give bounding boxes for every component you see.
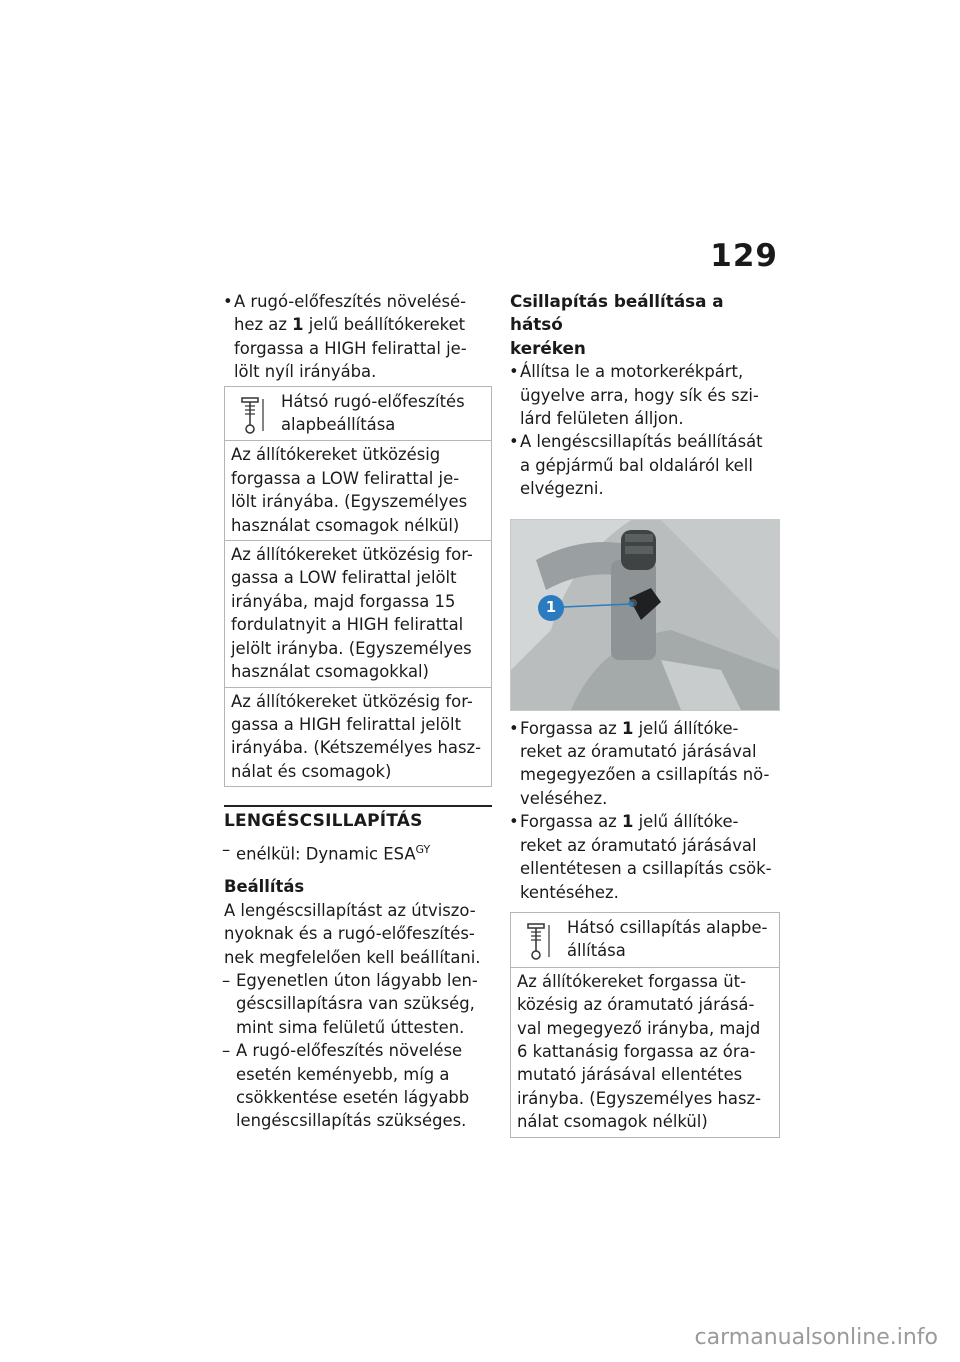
suspension-adjust-icon [525, 921, 555, 961]
damping-table [510, 912, 780, 1138]
list-item: • A rugó-előfeszítés növelésé- hez az 1 jelű beállítókereket forgassa a HIGH felirattal je- lölt nyíl irányába. [223, 292, 467, 382]
list-item: – A rugó-előfeszítés növelése esetén keményebb, míg a csökkentése esetén lágyabb lengéscsillapítás szükséges. [222, 1041, 470, 1131]
list-item: • A lengéscsillapítás beállítását a gépjármű bal oldaláról kell elvégezni. [509, 432, 763, 499]
page-number: 129 [710, 238, 778, 274]
list-item: • Forgassa az 1 jelű állítóke- reket az óramutató járásával megegyezően a csillapítás nö- veléséhez. [509, 718, 770, 808]
left-column [224, 290, 492, 1133]
paragraph: A lengéscsillapítást az útviszo- nyoknak és a rugó-előfeszítés- nek megfelelően kell beállítani. [224, 900, 481, 967]
damper-adjuster-photo [510, 519, 780, 711]
table-row: Az állítókereket ütközésig forgassa a LOW felirattal je- lölt irányába. (Egyszemélyes használat csomagok nélkül) [225, 441, 491, 541]
watermark: carmanualsonline.info [694, 1325, 938, 1350]
table-header: Hátsó rugó-előfeszítés alapbeállítása [225, 387, 491, 442]
subheading: Beállítás [224, 877, 305, 897]
section-divider [224, 805, 492, 807]
callout-label: 1 [545, 597, 557, 616]
table-row: Az állítókereket ütközésig for- gassa a HIGH felirattal jelölt irányába. (Kétszemélyes hasz- nálat és csomagok) [231, 691, 482, 781]
suspension-adjust-icon [239, 395, 269, 435]
right-column [510, 290, 780, 1138]
section-title: LENGÉSCSILLAPÍTÁS [224, 811, 423, 832]
table-row: Az állítókereket ütközésig for- gassa a LOW felirattal jelölt irányába, majd forgassa 15 fordulatnyit a HIGH felirattal jelölt irányba. (Egyszemélyes használat csomagokkal) [225, 541, 491, 687]
list-item: • Forgassa az 1 jelű állítóke- reket az óramutató járásával ellentétesen a csillapítás csök- kentéséhez. [509, 812, 772, 902]
section-heading: Csillapítás beállítása a hátsó keréken [510, 291, 724, 358]
spring-preload-table [224, 386, 492, 788]
table-header: Hátsó csillapítás alapbe- állítása [511, 913, 779, 968]
list-item: – Egyenetlen úton lágyabb len- géscsillapításra van szükség, mint sima felületű úttesten. [222, 971, 478, 1037]
list-item: • Állítsa le a motorkerékpárt, ügyelve arra, hogy sík és szi- lárd felületen álljon. [509, 362, 759, 429]
equipment-note: – enélkül: Dynamic $ESA^{GY}$ [222, 839, 431, 863]
table-row: Az állítókereket forgassa üt- közésig az óramutató járásá- val megegyező irányba, majd 6 kattanásig forgassa az óra- mutató járásával ellentétes irányba. (Egyszemélyes hasz- nálat csomagok nélkül) [517, 971, 762, 1132]
